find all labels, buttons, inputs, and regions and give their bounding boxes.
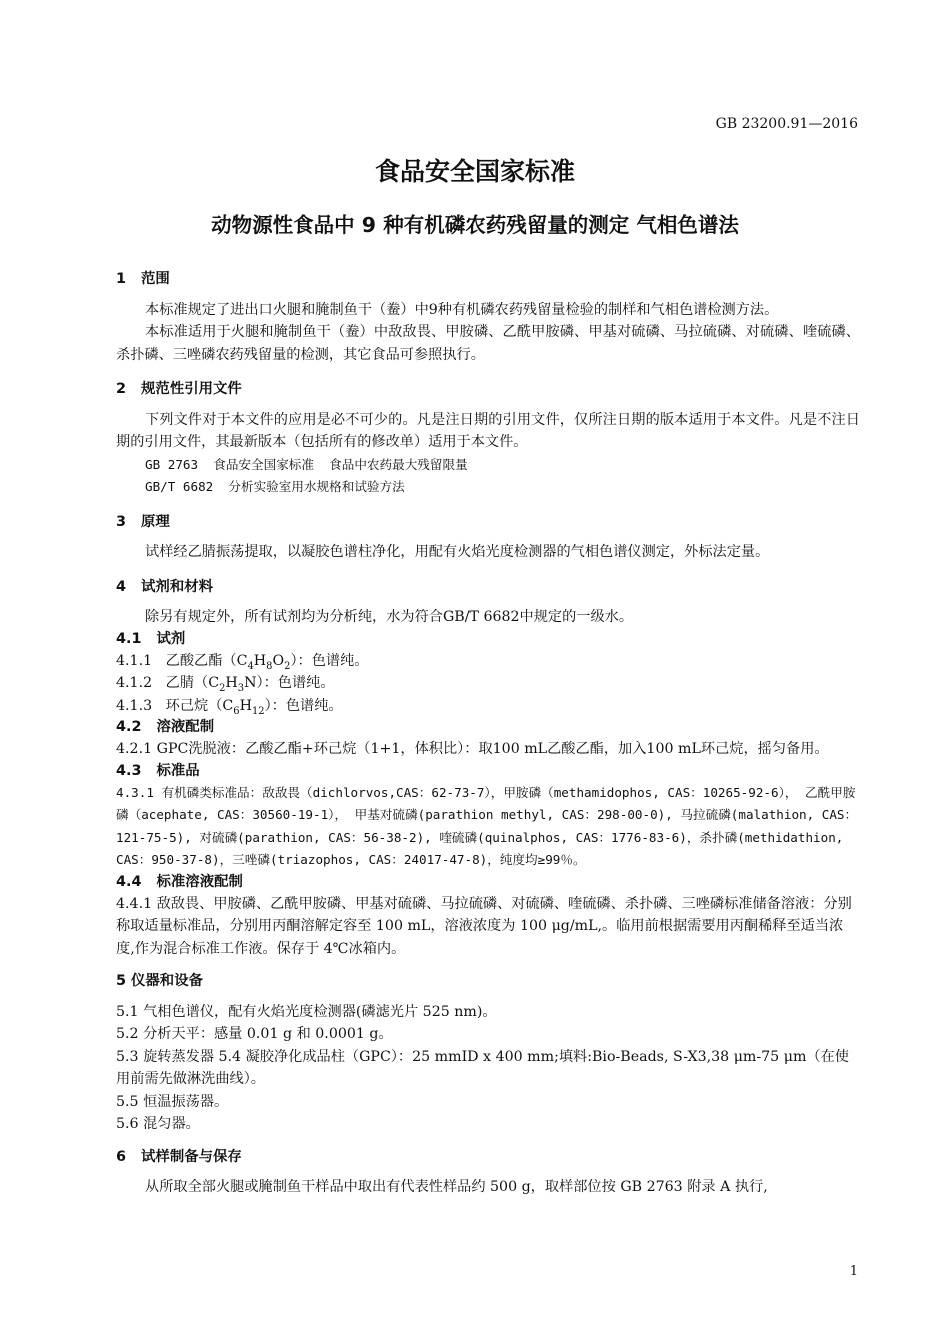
section-heading-principle: 3 原理 <box>116 513 170 530</box>
list-item: 4.2.1 GPC洗脱液：乙酸乙酯+环己烷（1+1，体积比）：取100 mL乙酸乙酯，加入100 mL环己烷，摇匀备用。 <box>116 741 829 757</box>
section-heading-sample-prep: 6 试样制备与保存 <box>116 1148 242 1165</box>
paragraph: 从所取全部火腿或腌制鱼干样品中取出有代表性样品约 500 g，取样部位按 GB 2763 附录 A 执行, <box>145 1179 768 1195</box>
section-heading-references: 2 规范性引用文件 <box>116 381 242 397</box>
paragraph: 本标准规定了进出口火腿和腌制鱼干（鲞）中9种有机磷农药残留量检验的制样和气相色谱检测方法。 <box>145 301 779 318</box>
page-number: 1 <box>849 1264 858 1279</box>
section-heading-reagents: 4 试剂和材料 <box>116 578 213 595</box>
list-item: 4.4.1 敌敌畏、甲胺磷、乙酰甲胺磷、甲基对硫磷、马拉硫磷、对硫磷、喹硫磷、杀扑磷、三唑磷标准储备溶液：分别称取适量标准品，分别用丙酮溶解定容至 100 mL，溶液浓度为 100 μg/mL,。临用前根据需要用丙酮稀释至适当浓度,作为混合标准工作液。保存于 4℃冰箱内。 <box>116 895 852 957</box>
list-item: 5.3 旋转蒸发器 5.4 凝胶净化成品柱（GPC）：25 mmID x 400 mm;填料:Bio-Beads, S-X3,38 μm-75 μm（在使用前需先做淋洗曲线）。 <box>116 1048 849 1087</box>
paragraph: 下列文件对于本文件的应用是必不可少的。凡是注日期的引用文件，仅所注日期的版本适用于本文件。凡是不注日期的引用文件，其最新版本（包括所有的修改单）适用于本文件。 <box>116 411 860 450</box>
chemical-formula: $C_2H_3N$ <box>208 675 257 694</box>
subsection-heading: 4.3 标准品 <box>116 762 200 779</box>
list-item: 4.1.1 乙酸乙酯$(C_4H_8O_2)$：色谱纯。 <box>116 652 369 672</box>
subsection-heading: 4.1 试剂 <box>116 630 186 647</box>
chemical-formula: $C_6H_{12}$ <box>222 697 265 717</box>
list-item: 5.5 恒温振荡器。 <box>116 1093 229 1110</box>
subsection-heading: 4.4 标准溶液配制 <box>116 873 243 890</box>
list-item: 5.1 气相色谱仪，配有火焰光度检测器(磷滤光片 525 nm)。 <box>116 1003 497 1020</box>
section-heading-scope: 1 范围 <box>116 271 170 287</box>
reference-item: GB/T 6682 分析实验室用水规格和试验方法 <box>145 479 405 494</box>
list-item: 4.1.2 乙腈$(C_2H_3N)$：色谱纯。 <box>116 675 335 694</box>
reference-item: GB 2763 食品安全国家标准 食品中农药最大残留限量 <box>145 456 468 472</box>
document-body <box>116 262 860 1199</box>
paragraph: 除另有规定外，所有试剂均为分析纯，水为符合GB/T 6682中规定的一级水。 <box>145 609 634 625</box>
section-heading-apparatus: 5 仪器和设备 <box>116 973 203 989</box>
chemical-formula: $C_4H_8O_2$ <box>236 652 291 672</box>
subsection-heading: 4.2 溶液配制 <box>116 719 215 735</box>
list-item: 5.6 混匀器。 <box>116 1116 200 1132</box>
standard-number: GB 23200.91—2016 <box>715 116 858 132</box>
paragraph: 试样经乙腈振荡提取，以凝胶色谱柱净化，用配有火焰光度检测器的气相色谱仪测定，外标法定量。 <box>145 544 770 560</box>
document-subtitle: 动物源性食品中 9 种有机磷农药残留量的测定 气相色谱法 <box>211 213 739 237</box>
list-item: 5.2 分析天平：感量 0.01 g 和 0.0001 g。 <box>116 1026 393 1042</box>
list-item: 4.1.3 环己烷$(C_6H_{12})$：色谱纯。 <box>116 697 343 717</box>
document-title: 食品安全国家标准 <box>374 157 575 186</box>
list-item: 4.3.1 有机磷类标准品：敌敌畏（dichlorvos,CAS：62-73-7），甲胺磷（methamidophos, CAS：10265-92-6）， 乙酰甲胺磷（acephate, CAS：30560-19-1）， 甲基对硫磷(parathion methyl, CAS：298-00-0), 马拉硫磷(malathion, CAS：121-75-5), 对硫磷(parathion, CAS：56-38-2), 喹硫磷(quinalphos, CAS：1776-83-6)，杀扑磷(methidathion, CAS：950-37-8)，三唑磷(triazophos, CAS：24017-47-8)，纯度均≥99％。 <box>116 784 858 867</box>
paragraph: 本标准适用于火腿和腌制鱼干（鲞）中敌敌畏、甲胺磷、乙酰甲胺磷、甲基对硫磷、马拉硫磷、对硫磷、喹硫磷、杀扑磷、三唑磷农药残留量的检测，其它食品可参照执行。 <box>116 324 860 363</box>
